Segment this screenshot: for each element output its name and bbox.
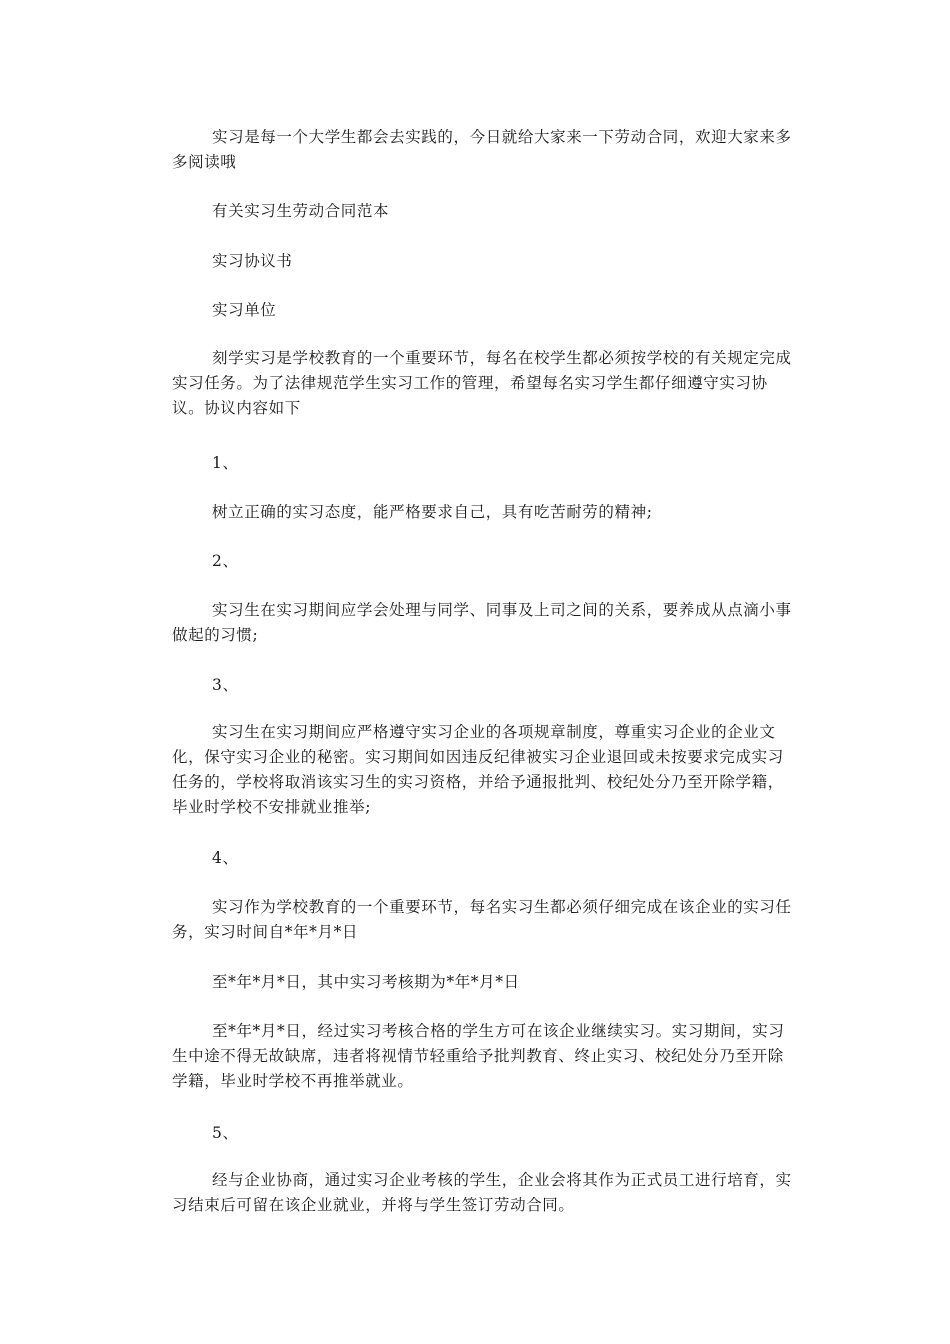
- agreement-heading: 实习协议书: [212, 252, 293, 270]
- clause-text-5: 经与企业协商，通过实习企业考核的学生，企业会将其作为正式员工进行培育，实习结束后可留在该企业就业，并将与学生签订劳动合同。: [172, 1171, 792, 1214]
- clause-text-3: 实习生在实习期间应严格遵守实习企业的各项规章制度，尊重实习企业的企业文化，保守实习企业的秘密。实习期间如因违反纪律被实习企业退回或未按要求完成实习任务的，学校将取消该实习生的实习资格，并给予通报批判、校纪处分乃至开除学籍，毕业时学校不安排就业推举;: [172, 723, 784, 816]
- clause-number-4: 4、: [212, 849, 239, 867]
- clause-text-4a: 实习作为学校教育的一个重要环节，每名实习生都必须仔细完成在该企业的实习任务，实习时间自*年*月*日: [172, 898, 792, 941]
- clause-text-1: 树立正确的实习态度，能严格要求自己，具有吃苦耐劳的精神;: [212, 503, 653, 521]
- clause-text-2: 实习生在实习期间应学会处理与同学、同事及上司之间的关系，要养成从点滴小事做起的习惯;: [172, 601, 792, 644]
- clause-number-1: 1、: [212, 454, 239, 472]
- clause-number-5: 5、: [212, 1124, 239, 1142]
- clause-text-4b: 至*年*月*日，其中实习考核期为*年*月*日: [212, 973, 520, 991]
- intro-paragraph: 实习是每一个大学生都会去实践的，今日就给大家来一下劳动合同，欢迎大家来多多阅读哦: [172, 128, 792, 171]
- clause-number-2: 2、: [212, 552, 239, 570]
- unit-label: 实习单位: [212, 301, 277, 319]
- clause-text-4c: 至*年*月*日，经过实习考核合格的学生方可在该企业继续实习。实习期间，实习生中途不得无故缺席，违者将视情节轻重给予批判教育、终止实习、校纪处分乃至开除学籍，毕业时学校不再推举就业。: [172, 1022, 785, 1090]
- document-title: 有关实习生劳动合同范本: [212, 202, 390, 220]
- clause-number-3: 3、: [212, 676, 239, 694]
- preamble-paragraph: 刻学实习是学校教育的一个重要环节，每名在校学生都必须按学校的有关规定完成实习任务。为了法律规范学生实习工作的管理，希望每名实习学生都仔细遵守实习协议。协议内容如下: [172, 349, 792, 417]
